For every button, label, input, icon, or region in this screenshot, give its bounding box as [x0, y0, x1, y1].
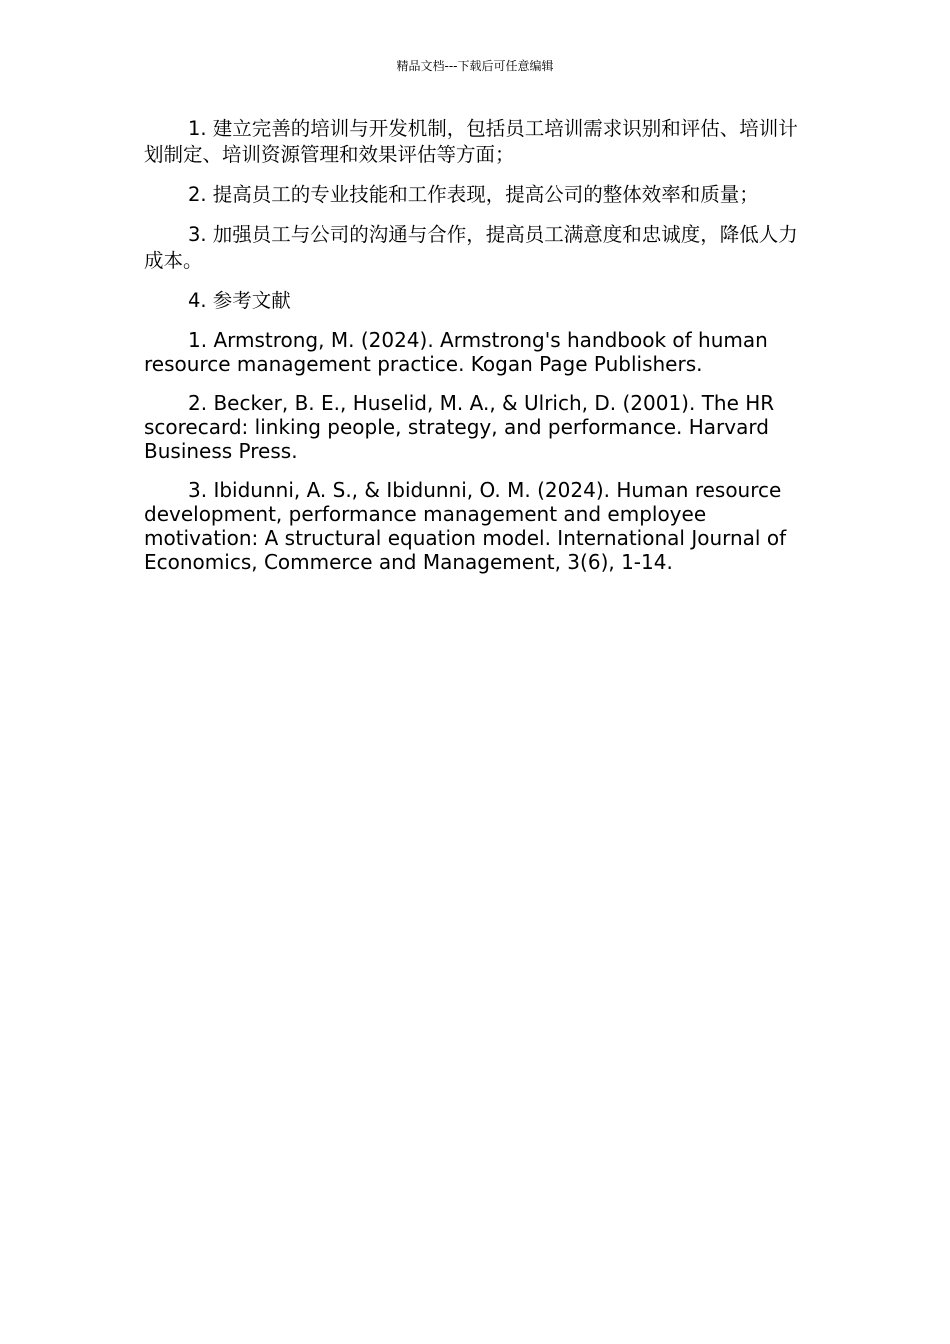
paragraph-communication: 3. 加强员工与公司的沟通与合作，提高员工满意度和忠诚度，降低人力成本。	[144, 223, 798, 272]
document-body	[144, 116, 806, 589]
reference-item-2: 2. Becker, B. E., Huselid, M. A., & Ulrich, D. (2001). The HR scorecard: linking people, strategy, and performance. Harvard Business Press.	[144, 391, 775, 463]
reference-item-3: 3. Ibidunni, A. S., & Ibidunni, O. M. (2024). Human resource development, performance management and employee motivation: A structural equation model. International Journal of Economics, Commerce and Management, 3(6), 1-14.	[144, 478, 787, 574]
paragraph-training-mechanism: 1. 建立完善的培训与开发机制，包括员工培训需求识别和评估、培训计划制定、培训资源管理和效果评估等方面；	[144, 117, 798, 166]
reference-item-1: 1. Armstrong, M. (2024). Armstrong's handbook of human resource management practice. Kogan Page Publishers.	[144, 328, 768, 376]
page-header: 精品文档---下载后可任意编辑	[396, 59, 554, 73]
section-heading-references: 4. 参考文献	[188, 289, 291, 312]
paragraph-skills-performance: 2. 提高员工的专业技能和工作表现，提高公司的整体效率和质量；	[188, 183, 759, 206]
